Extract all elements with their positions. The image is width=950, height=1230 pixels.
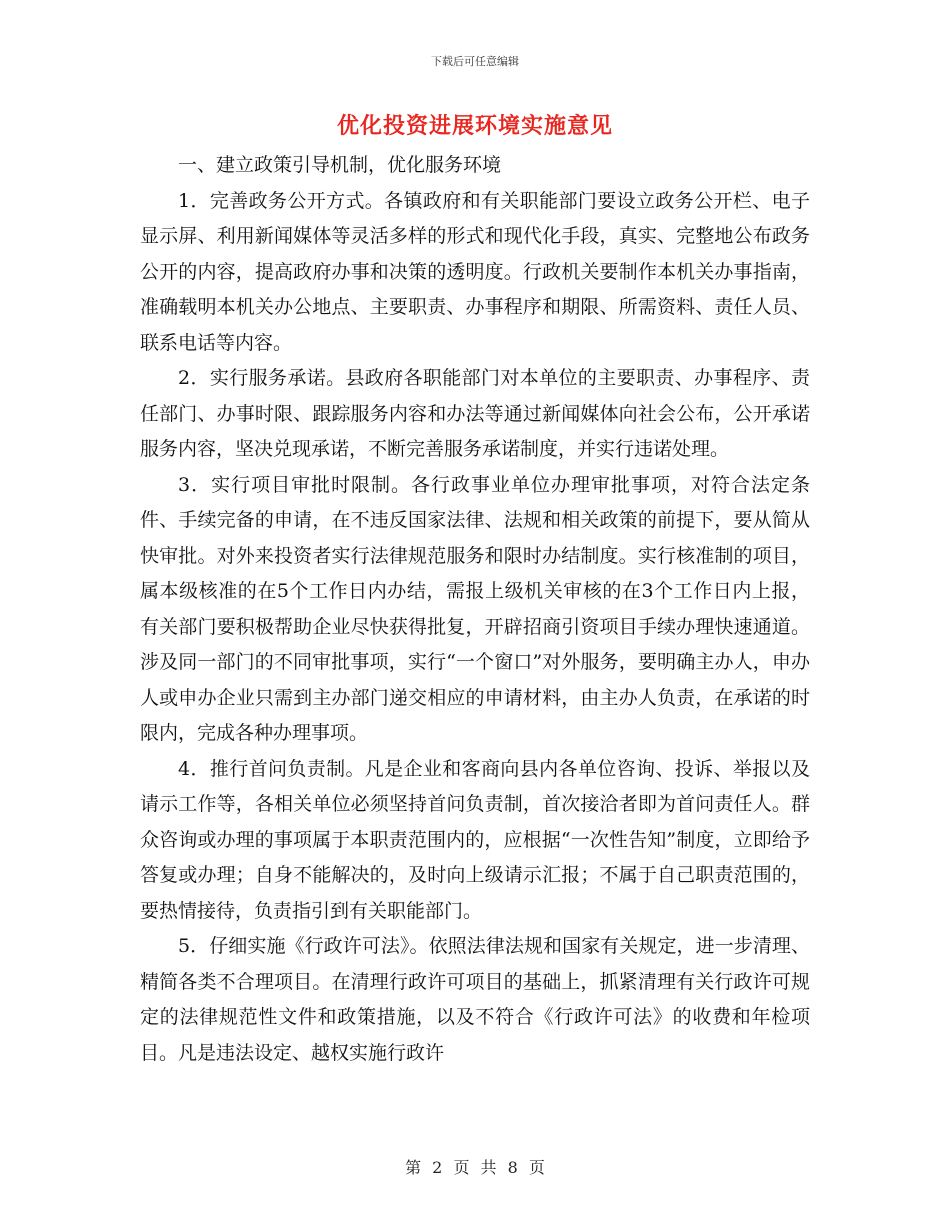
document-body: [140, 148, 810, 1071]
page-number: 第 2 页 共 8 页: [405, 1158, 545, 1177]
paragraph-2: 2．实行服务承诺。县政府各职能部门对本单位的主要职责、办事程序、责任部门、办事时限、跟踪服务内容和办法等通过新闻媒体向社会公布，公开承诺服务内容，坚决兑现承诺，不断完善服务承诺制度，并实行违诺处理。: [140, 367, 810, 460]
document-title: 优化投资进展环境实施意见: [336, 113, 613, 139]
paragraph-5: 5．仔细实施《行政许可法》。依照法律法规和国家有关规定，进一步清理、精简各类不合理项目。在清理行政许可项目的基础上，抓紧清理有关行政许可规定的法律规范性文件和政策措施，以及不符合《行政许可法》的收费和年检项目。凡是违法设定、越权实施行政许: [140, 935, 810, 1064]
section-heading: 一、建立政策引导机制，优化服务环境: [178, 154, 502, 176]
paragraph-3: 3．实行项目审批时限制。各行政事业单位办理审批事项，对符合法定条件、手续完备的申请，在不违反国家法律、法规和相关政策的前提下，要从简从快审批。对外来投资者实行法律规范服务和限时办结制度。实行核准制的项目，属本级核准的在5个工作日内办结，需报上级机关审核的在3个工作日内上报，有关部门要积极帮助企业尽快获得批复，开辟招商引资项目手续办理快速通道。涉及同一部门的不同审批事项，实行“一个窗口”对外服务，要明确主办人，申办人或申办企业只需到主办部门递交相应的申请材料，由主办人负责，在承诺的时限内，完成各种办理事项。: [140, 473, 810, 744]
page-header-note: 下载后可任意编辑: [431, 55, 519, 68]
paragraph-1: 1．完善政务公开方式。各镇政府和有关职能部门要设立政务公开栏、电子显示屏、利用新闻媒体等灵活多样的形式和现代化手段，真实、完整地公布政务公开的内容，提高政府办事和决策的透明度。行政机关要制作本机关办事指南，准确载明本机关办公地点、主要职责、办事程序和期限、所需资料、责任人员、联系电话等内容。: [140, 189, 810, 354]
paragraph-4: 4．推行首问负责制。凡是企业和客商向县内各单位咨询、投诉、举报以及请示工作等，各相关单位必须坚持首问负责制，首次接洽者即为首问责任人。群众咨询或办理的事项属于本职责范围内的，应根据“一次性告知”制度，立即给予答复或办理；自身不能解决的，及时向上级请示汇报；不属于自己职责范围的，要热情接待，负责指引到有关职能部门。: [140, 757, 810, 922]
